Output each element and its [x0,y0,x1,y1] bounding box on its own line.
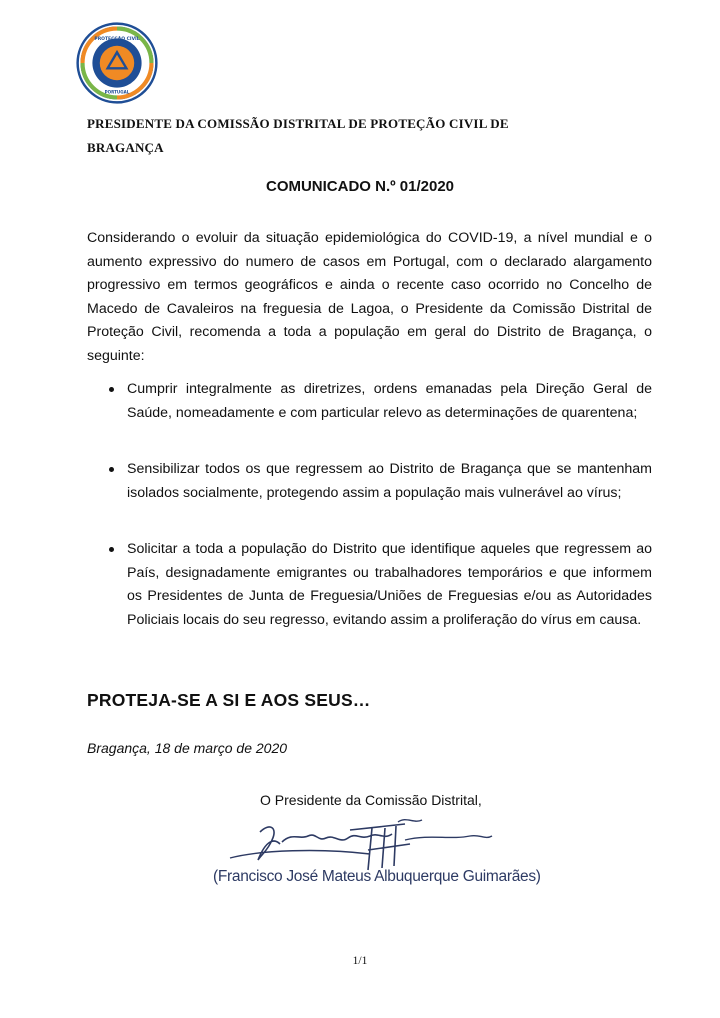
logo-ring-text: PROTECÇÃO CIVIL [94,37,140,43]
list-item [87,458,652,505]
date-line: Bragança, 18 de março de 2020 [87,740,288,756]
list-item-text: Solicitar a toda a população do Distrito que identifique aqueles que regressem ao País, designadamente emigrantes ou trabalhadores temporários e que informem os Presidentes de Junta de Freguesia/Uniões de Freguesias e/ou as Autoridades Policiais locais do seu regresso, evitando assim a proliferação do vírus em causa. [127,541,652,628]
bullet-icon [109,547,114,552]
slogan: PROTEJA-SE A SI E AOS SEUS… [87,690,371,710]
bullet-icon [109,467,114,472]
list-item [87,538,652,632]
page-number: 1/1 [352,955,368,967]
header-line-1: PRESIDENTE DA COMISSÃO DISTRITAL DE PROTEÇÃO CIVIL DE [87,116,509,131]
list-item [87,378,652,425]
logo-bottom-text: PORTUGAL [104,89,130,95]
protecao-civil-logo-icon [76,22,158,104]
bullet-icon [109,387,114,392]
signer-title: O Presidente da Comissão Distrital, [260,792,482,808]
signature-name: (Francisco José Mateus Albuquerque Guimarães) [213,868,541,885]
intro-paragraph: Considerando o evoluir da situação epidemiológica do COVID-19, a nível mundial e o aumento expressivo do numero de casos em Portugal, com o declarado alargamento progressivo em termos geográficos e ainda o recente caso ocorrido no Concelho de Macedo de Cavaleiros na freguesia de Lagoa, o Presidente da Comissão Distrital de Proteção Civil, recomenda a toda a população em geral do Distrito de Bragança, o seguinte: [87,230,652,364]
recommendations-list [87,378,652,632]
header-line-2: BRAGANÇA [87,140,164,155]
document-title: COMUNICADO N.º 01/2020 [265,178,455,195]
signature-icon [200,810,545,900]
list-item-text: Sensibilizar todos os que regressem ao Distrito de Bragança que se mantenham isolados socialmente, protegendo assim a população mais vulnerável ao vírus; [127,461,652,501]
list-item-text: Cumprir integralmente as diretrizes, ordens emanadas pela Direção Geral de Saúde, nomeadamente e com particular relevo as determinações de quarentena; [127,381,652,421]
